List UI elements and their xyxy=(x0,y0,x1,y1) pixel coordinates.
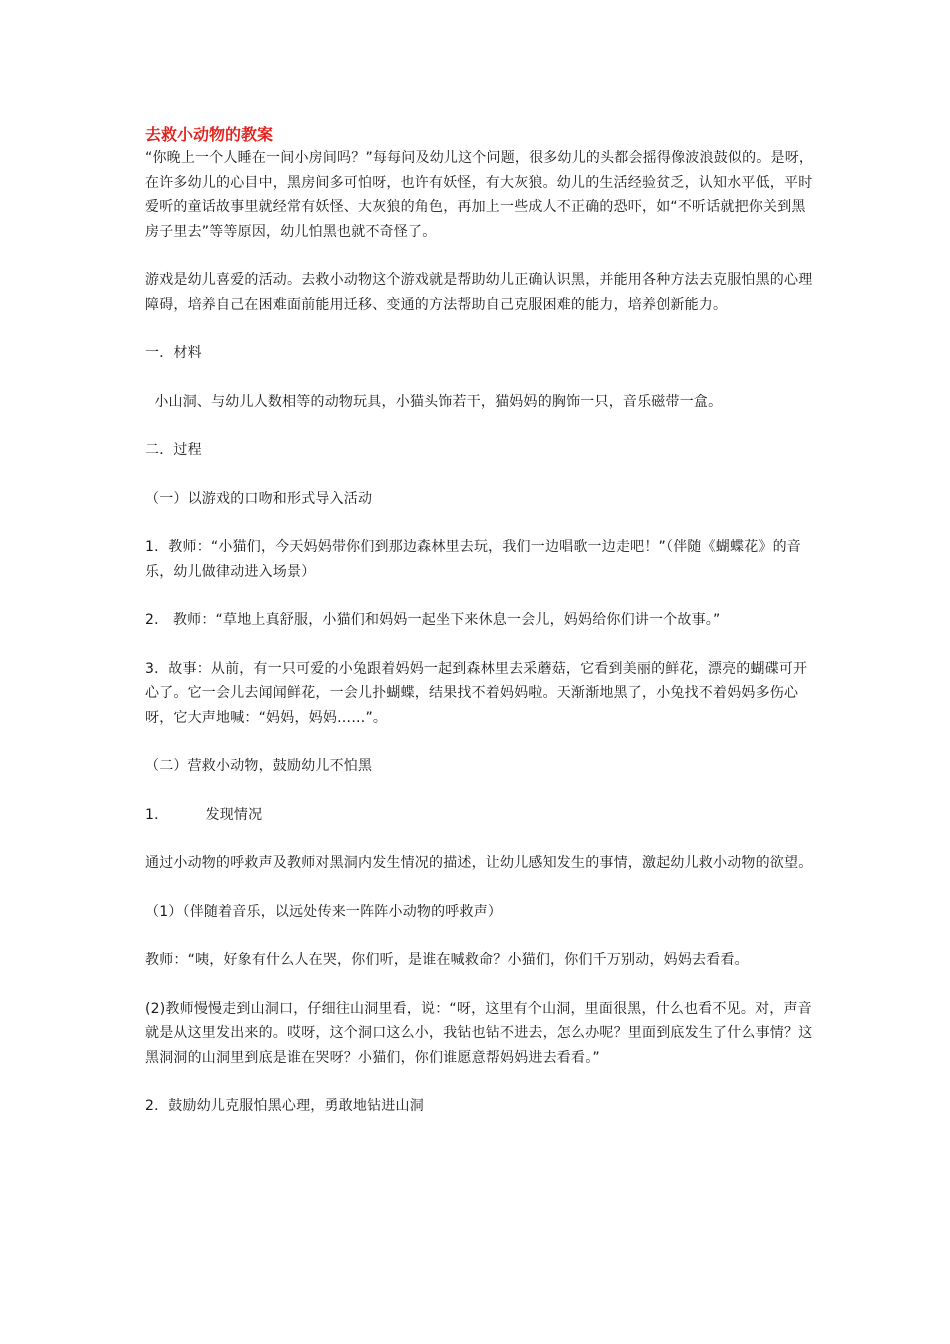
story-paragraph: 3．故事：从前，有一只可爱的小兔跟着妈妈一起到森林里去采蘑菇，它看到美丽的鲜花，漂亮的蝴碟可开心了。它一会儿去闻闻鲜花，一会儿扑蝴蝶，结果找不着妈妈啦。天渐渐地黑了，小兔找不着妈妈多伤心呀，它大声地喊：“妈妈，妈妈……”。 xyxy=(145,660,808,726)
teacher-dialogue-paragraph: 教师：“咦，好象有什么人在哭，你们听，是谁在喊救命？小猫们，你们千万别动，妈妈去看看。 xyxy=(145,952,749,968)
intro-paragraph: “你晚上一个人睡在一间小房间吗？”每每问及幼儿这个问题，很多幼儿的头都会摇得像波浪鼓似的。是呀，在许多幼儿的心目中，黑房间多可怕呀，也许有妖怪，有大灰狼。幼儿的生活经验贫乏，认知水平低，平时爱听的童话故事里就经常有妖怪、大灰狼的角色，再加上一些成人不正确的恐吓，如“不听话就把你关到黑房子里去”等等原因，幼儿怕黑也就不奇怪了。 xyxy=(145,150,814,240)
section-heading-materials: 一．材料 xyxy=(145,345,202,361)
step-1-paragraph: 1．教师：“小猫们，今天妈妈带你们到那边森林里去玩，我们一边唱歌一边走吧！”（伴随《蝴蝶花》的音乐，幼儿做律动进入场景） xyxy=(145,539,802,580)
document-title: 去救小动物的教案 xyxy=(145,125,274,144)
document-page xyxy=(145,124,815,1119)
rescue-substep-1: （1）（伴随着音乐，以远处传来一阵阵小动物的呼救声） xyxy=(145,903,503,920)
materials-paragraph: 小山洞、与幼儿人数相等的动物玩具，小猫头饰若干，猫妈妈的胸饰一只，音乐磁带一盒。 xyxy=(145,393,723,410)
section-heading-process: 二．过程 xyxy=(145,442,202,458)
rescue-step-1-heading: 1． 发现情况 xyxy=(145,806,263,823)
subsection-heading-rescue: （二）营救小动物，鼓励幼儿不怕黑 xyxy=(145,758,373,774)
rescue-step-2-heading: 2．鼓励幼儿克服怕黑心理，勇敢地钻进山洞 xyxy=(145,1098,424,1114)
step-2-paragraph: 2． 教师：“草地上真舒服，小猫们和妈妈一起坐下来休息一会儿，妈妈给你们讲一个故事。” xyxy=(145,612,721,628)
rescue-substep-2: (2)教师慢慢走到山洞口，仔细往山洞里看，说：“呀，这里有个山洞，里面很黑，什么也看不见。对，声音就是从这里发出来的。哎呀，这个洞口这么小，我钻也钻不进去，怎么办呢？里面到底发生了什么事情？这黑洞洞的山洞里到底是谁在哭呀？小猫们，你们谁愿意帮妈妈进去看看。” xyxy=(145,1000,813,1066)
subsection-heading-intro-game: （一）以游戏的口吻和形式导入活动 xyxy=(145,490,373,507)
game-purpose-paragraph: 游戏是幼儿喜爱的活动。去救小动物这个游戏就是帮助幼儿正确认识黑，并能用各种方法去克服怕黑的心理障碍，培养自己在困难面前能用迁移、变通的方法帮助自己克服困难的能力，培养创新能力。 xyxy=(145,272,813,313)
rescue-description-paragraph: 通过小动物的呼救声及教师对黑洞内发生情况的描述，让幼儿感知发生的事情，激起幼儿救小动物的欲望。 xyxy=(145,855,813,871)
